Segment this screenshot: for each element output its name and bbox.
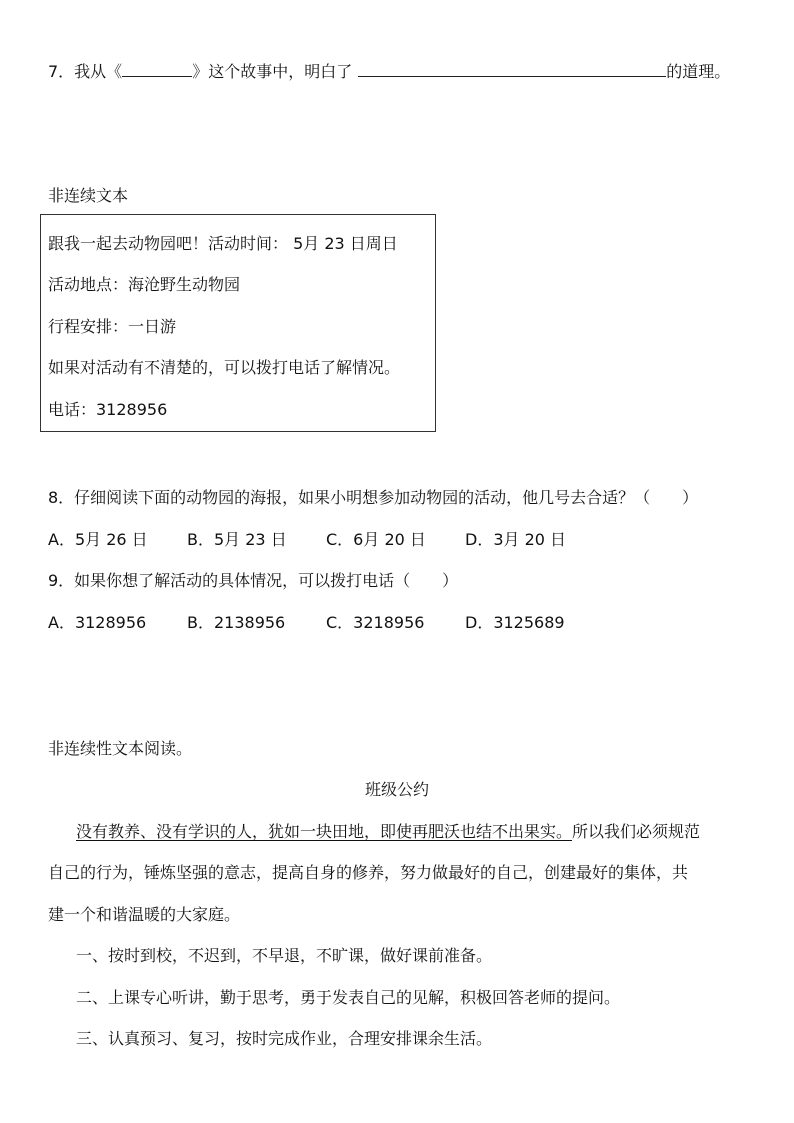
poster-line-activity-time: 跟我一起去动物园吧！活动时间： 5月 23 日周日 — [48, 234, 398, 253]
q7-blank-story[interactable] — [122, 60, 192, 77]
q7-prefix: 7．我从《 — [48, 62, 123, 81]
question-7 — [48, 60, 730, 83]
q9-option-a[interactable]: A．3128956 — [48, 613, 147, 632]
q7-suffix: 的道理。 — [666, 62, 731, 81]
q8-option-a[interactable]: A．5月 26 日 — [48, 530, 148, 549]
zoo-poster — [40, 214, 436, 432]
poster-line-location: 活动地点：海沧野生动物园 — [48, 275, 241, 294]
article-paragraph-line-3: 建一个和谐温暖的大家庭。 — [48, 905, 241, 924]
q8-option-c[interactable]: C．6月 20 日 — [326, 530, 426, 549]
poster-line-schedule: 行程安排：一日游 — [48, 317, 177, 336]
question-8: 8．仔细阅读下面的动物园的海报，如果小明想参加动物园的活动，他几号去合适？（ ） — [48, 488, 699, 507]
article-title: 班级公约 — [364, 780, 429, 799]
q9-option-c[interactable]: C．3218956 — [326, 613, 425, 632]
q9-option-b[interactable]: B．2138956 — [187, 613, 286, 632]
question-9: 9．如果你想了解活动的具体情况，可以拨打电话（ ） — [48, 571, 459, 590]
q8-option-d[interactable]: D．3月 20 日 — [465, 530, 567, 549]
article-paragraph-line-1 — [76, 821, 700, 843]
q8-option-b[interactable]: B．5月 23 日 — [187, 530, 287, 549]
article-line1-rest: 所以我们必须规范 — [572, 822, 701, 841]
rule-3: 三、认真预习、复习，按时完成作业，合理安排课余生活。 — [76, 1029, 493, 1048]
article-paragraph-line-2: 自己的行为，锤炼坚强的意志，提高自身的修养，努力做最好的自己，创建最好的集体，共 — [48, 863, 689, 882]
poster-line-contact-note: 如果对活动有不清楚的，可以拨打电话了解情况。 — [48, 358, 401, 377]
rule-2: 二、上课专心听讲，勤于思考，勇于发表自己的见解，积极回答老师的提问。 — [76, 988, 621, 1007]
section-title-noncontinuous-reading: 非连续性文本阅读。 — [48, 739, 193, 758]
poster-line-phone: 电话：3128956 — [48, 400, 168, 419]
q7-blank-lesson[interactable] — [358, 60, 666, 77]
article-underlined-sentence: 没有教养、没有学识的人，犹如一块田地，即使再肥沃也结不出果实。 — [76, 822, 573, 841]
q7-middle: 》这个故事中，明白了 — [192, 62, 353, 81]
rule-1: 一、按时到校，不迟到，不早退，不旷课，做好课前准备。 — [76, 946, 493, 965]
q9-option-d[interactable]: D．3125689 — [465, 613, 565, 632]
section-title-noncontinuous: 非连续文本 — [48, 186, 129, 205]
